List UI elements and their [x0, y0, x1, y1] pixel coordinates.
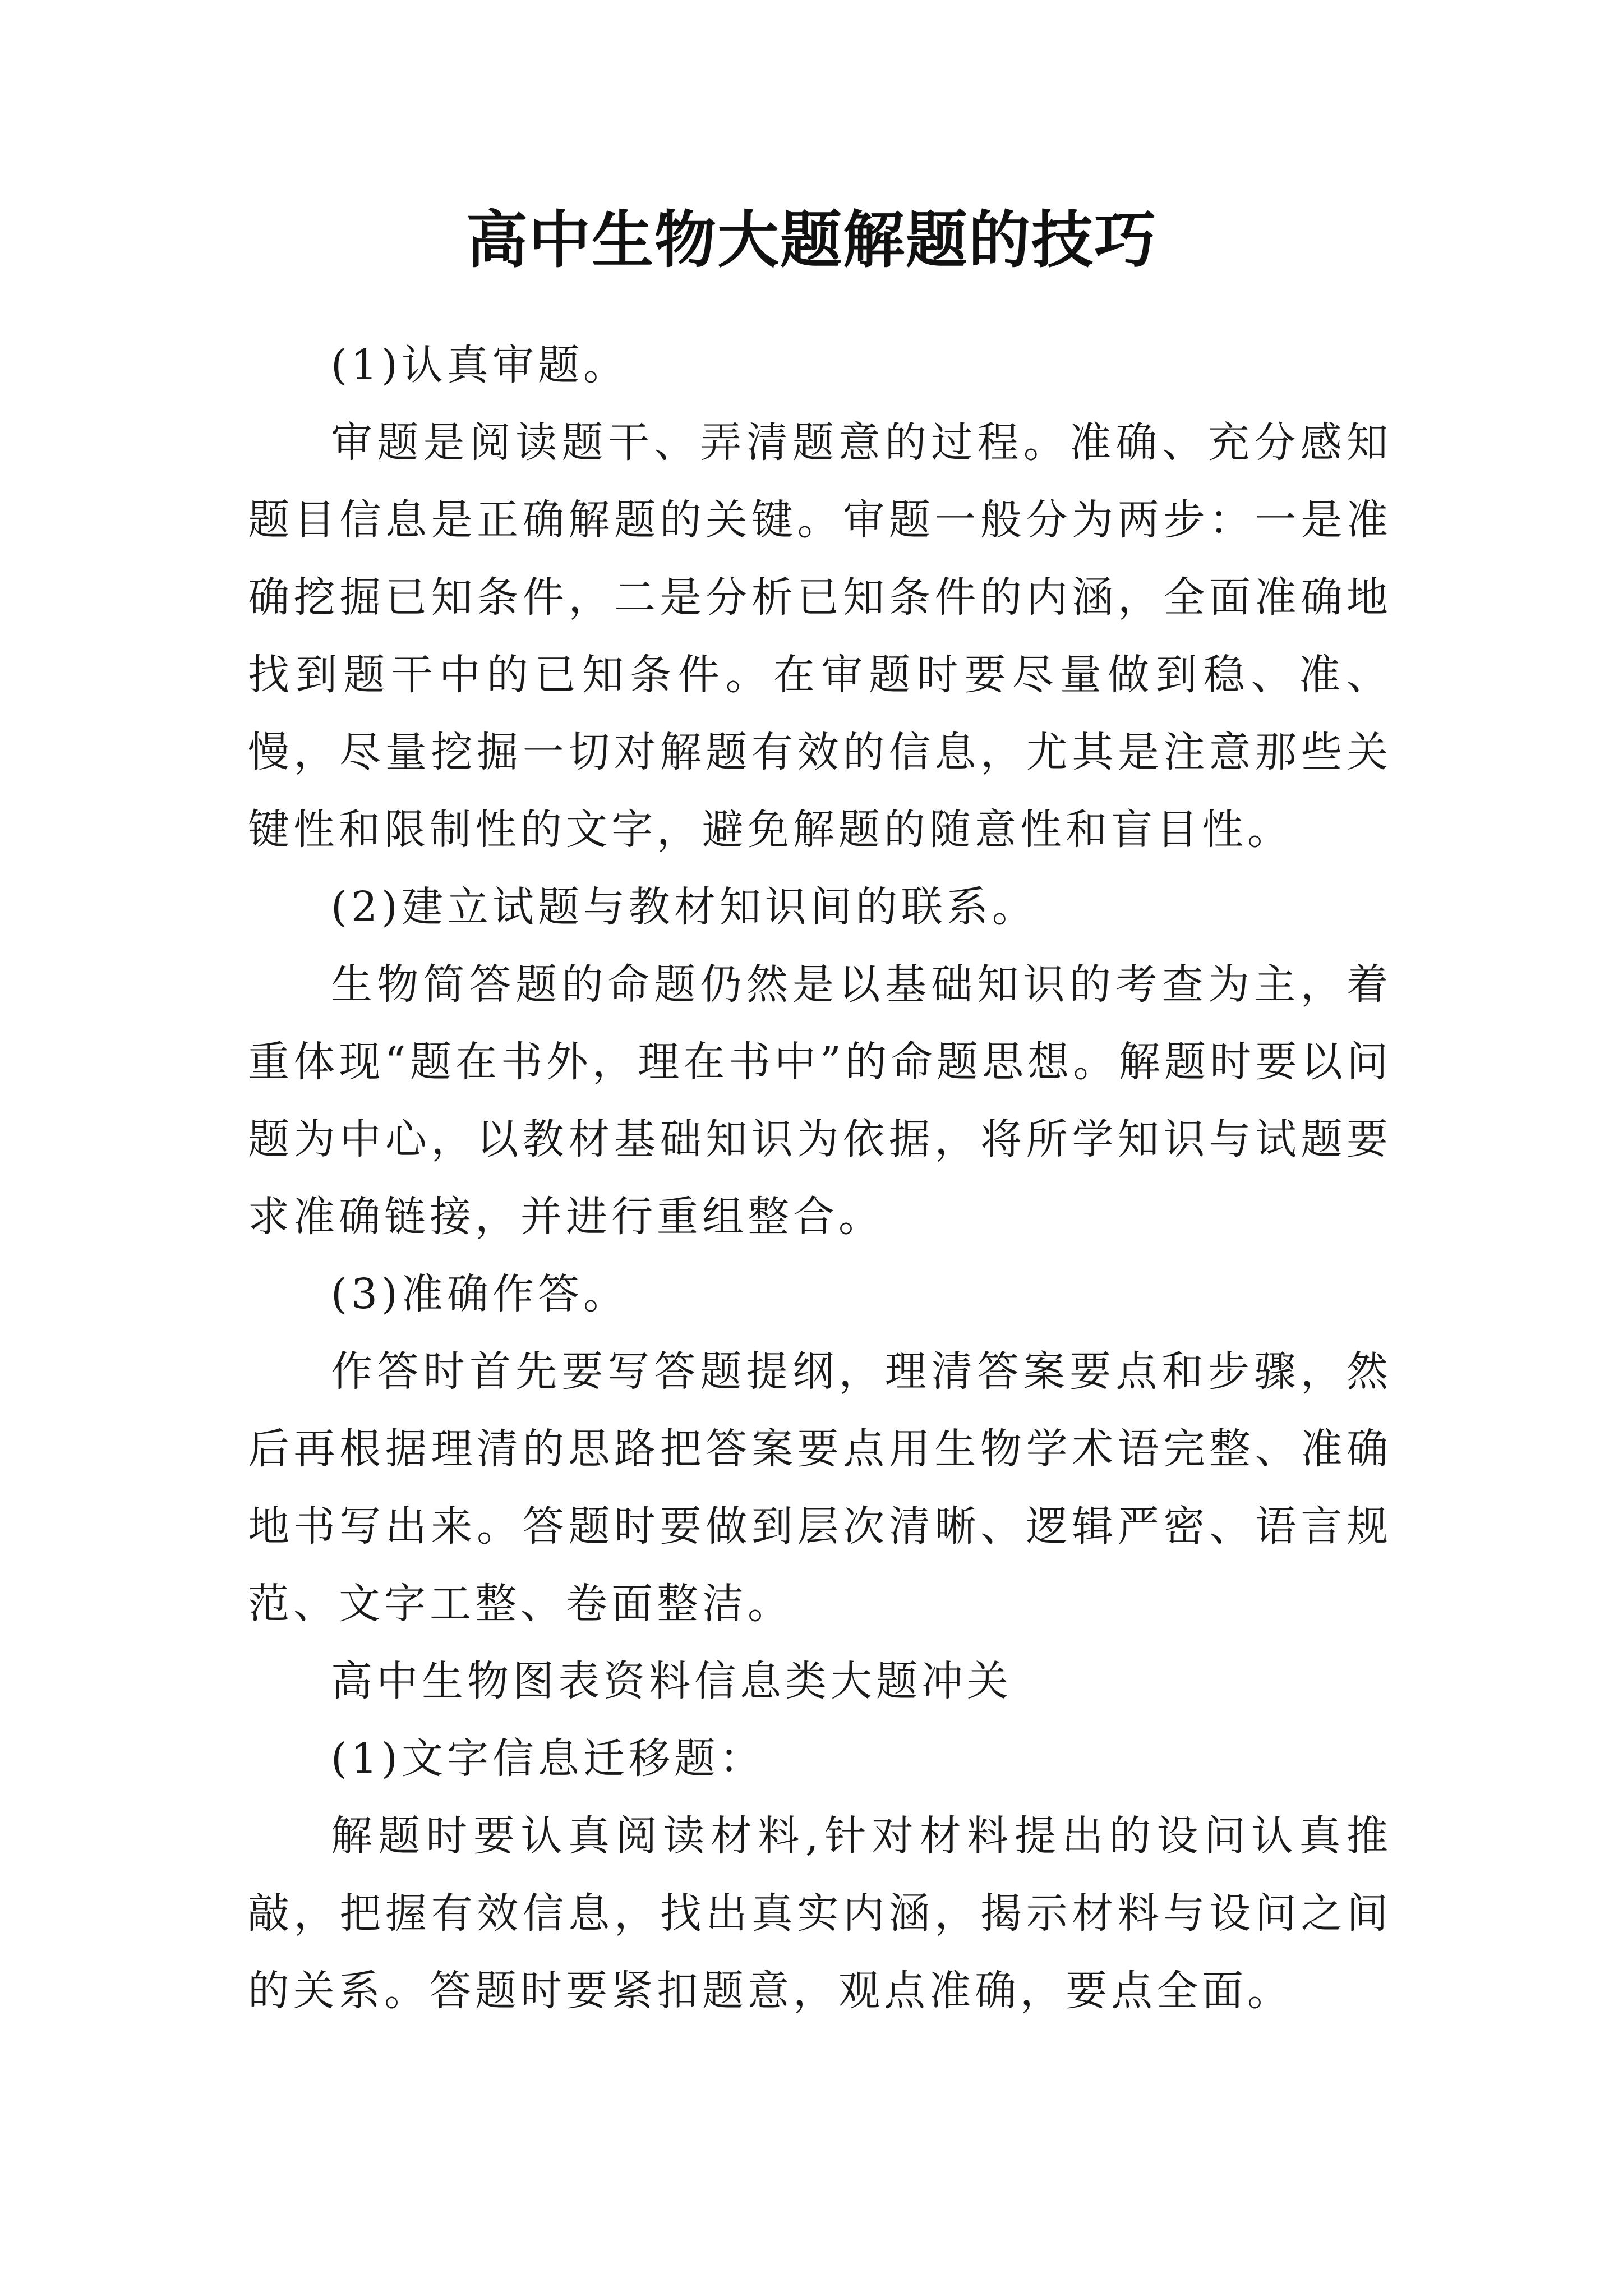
step-3-heading: (3)准确作答。 [331, 1270, 629, 1318]
step-2-paragraph: 生物简答题的命题仍然是以基础知识的考查为主，着重体现“题在书外，理在书中”的命题思想。解题时要以问题为中心，以教材基础知识为依据，将所学知识与试题要求准确链接，并进行重组整合。 [248, 960, 1392, 1241]
step-1-heading: (1)认真审题。 [331, 341, 629, 389]
step-1-paragraph: 审题是阅读题干、弄清题意的过程。准确、充分感知题目信息是正确解题的关键。审题一般分为两步：一是准确挖掘已知条件，二是分析已知条件的内涵，全面准确地找到题干中的已知条件。在审题时要尽量做到稳、准、慢，尽量挖掘一切对解题有效的信息，尤其是注意那些关键性和限制性的文字，避免解题的随意性和盲目性。 [248, 418, 1392, 854]
step-3-paragraph: 作答时首先要写答题提纲，理清答案要点和步骤，然后再根据理清的思路把答案要点用生物学术语完整、准确地书写出来。答题时要做到层次清晰、逻辑严密、语言规范、文字工整、卷面整洁。 [248, 1347, 1392, 1628]
document-title: 高中生物大题解题的技巧 [466, 204, 1157, 276]
subsection-paragraph: 解题时要认真阅读材料,针对材料提出的设问认真推敲，把握有效信息，找出真实内涵，揭示材料与设问之间的关系。答题时要紧扣题意，观点准确，要点全面。 [248, 1812, 1392, 2015]
document-body [248, 326, 1392, 2030]
step-2-heading: (2)建立试题与教材知识间的联系。 [331, 883, 1038, 931]
section-heading: 高中生物图表资料信息类大题冲关 [331, 1657, 1012, 1705]
subsection-heading: (1)文字信息迁移题： [331, 1734, 765, 1783]
